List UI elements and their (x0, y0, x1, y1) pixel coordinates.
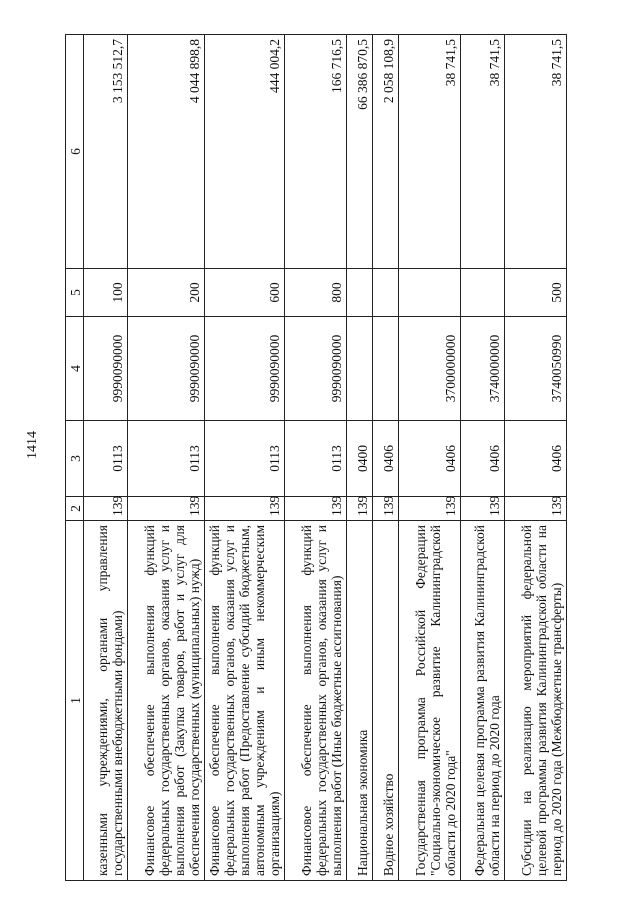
row-ministry: 139 (347, 497, 373, 521)
row-ministry: 139 (461, 497, 505, 521)
table-row (285, 35, 347, 881)
header-col-5: 5 (66, 269, 84, 317)
header-col-1: 1 (66, 521, 84, 881)
row-target-code: 9990090000 (128, 317, 205, 421)
row-amount: 38 741,5 (461, 35, 505, 269)
row-amount: 38 741,5 (399, 35, 461, 269)
header-row (66, 35, 84, 881)
row-expense-type (347, 269, 373, 317)
row-expense-type (373, 269, 399, 317)
row-amount: 444 004,2 (205, 35, 285, 269)
table-row (347, 35, 373, 881)
table-row (84, 35, 128, 881)
row-section: 0113 (84, 421, 128, 497)
table-row (128, 35, 205, 881)
row-name: казенными учреждениями, органами управления государственными внебюджетными фондами) (84, 521, 128, 881)
row-target-code (347, 317, 373, 421)
row-ministry: 139 (399, 497, 461, 521)
row-expense-type: 100 (84, 269, 128, 317)
row-amount: 166 716,5 (285, 35, 347, 269)
row-section: 0406 (461, 421, 505, 497)
row-section: 0406 (399, 421, 461, 497)
row-name: Водное хозяйство (373, 521, 399, 881)
table-row (205, 35, 285, 881)
row-target-code: 9990090000 (285, 317, 347, 421)
table-row (461, 35, 505, 881)
row-target-code: 9990090000 (205, 317, 285, 421)
row-ministry: 139 (373, 497, 399, 521)
row-amount: 4 044 898,8 (128, 35, 205, 269)
row-section: 0113 (128, 421, 205, 497)
row-section: 0406 (373, 421, 399, 497)
table-row (505, 35, 567, 881)
row-ministry: 139 (84, 497, 128, 521)
row-expense-type: 800 (285, 269, 347, 317)
row-name: Государственная программа Российской Федерации "Социально-экономическое развитие Калининградской области до 2020 года" (399, 521, 461, 881)
row-expense-type: 500 (505, 269, 567, 317)
row-ministry: 139 (205, 497, 285, 521)
row-amount: 2 058 108,9 (373, 35, 399, 269)
budget-table (65, 34, 567, 881)
rotated-content (65, 35, 565, 881)
row-expense-type: 600 (205, 269, 285, 317)
row-target-code (373, 317, 399, 421)
row-target-code: 3740000000 (461, 317, 505, 421)
header-col-6: 6 (66, 35, 84, 269)
row-amount: 38 741,5 (505, 35, 567, 269)
row-expense-type: 200 (128, 269, 205, 317)
row-section: 0113 (205, 421, 285, 497)
row-target-code: 9990090000 (84, 317, 128, 421)
row-name: Национальная экономика (347, 521, 373, 881)
header-col-3: 3 (66, 421, 84, 497)
table-row (373, 35, 399, 881)
row-amount: 3 153 512,7 (84, 35, 128, 269)
page-number: 1414 (25, 431, 40, 459)
row-name: Финансовое обеспечение выполнения функций федеральных государственных органов, оказания услуг и выполнения работ (Иные бюджетные ассигнования) (285, 521, 347, 881)
row-ministry: 139 (285, 497, 347, 521)
row-name: Финансовое обеспечение выполнения функций федеральных государственных органов, оказания услуг и выполнения работ (Закупка товаров, работ и услуг для обеспечения государственных (муниципальных) нужд) (128, 521, 205, 881)
row-ministry: 139 (128, 497, 205, 521)
row-name: Субсидии на реализацию мероприятий федеральной целевой программы развития Калининградской области на период до 2020 года (Межбюджетные трансферты) (505, 521, 567, 881)
row-section: 0113 (285, 421, 347, 497)
row-expense-type (461, 269, 505, 317)
header-col-4: 4 (66, 317, 84, 421)
row-target-code: 3700000000 (399, 317, 461, 421)
row-expense-type (399, 269, 461, 317)
row-target-code: 3740050990 (505, 317, 567, 421)
row-name: Финансовое обеспечение выполнения функций федеральных государственных органов, оказания услуг и выполнения работ (Предоставление субсидий бюджетным, автономным учреждениям и иным некоммерческим организациям) (205, 521, 285, 881)
row-section: 0400 (347, 421, 373, 497)
row-name: Федеральная целевая программа развития Калининградской области на период до 2020 года (461, 521, 505, 881)
header-col-2: 2 (66, 497, 84, 521)
table-row (399, 35, 461, 881)
row-amount: 66 386 870,5 (347, 35, 373, 269)
row-section: 0406 (505, 421, 567, 497)
row-ministry: 139 (505, 497, 567, 521)
